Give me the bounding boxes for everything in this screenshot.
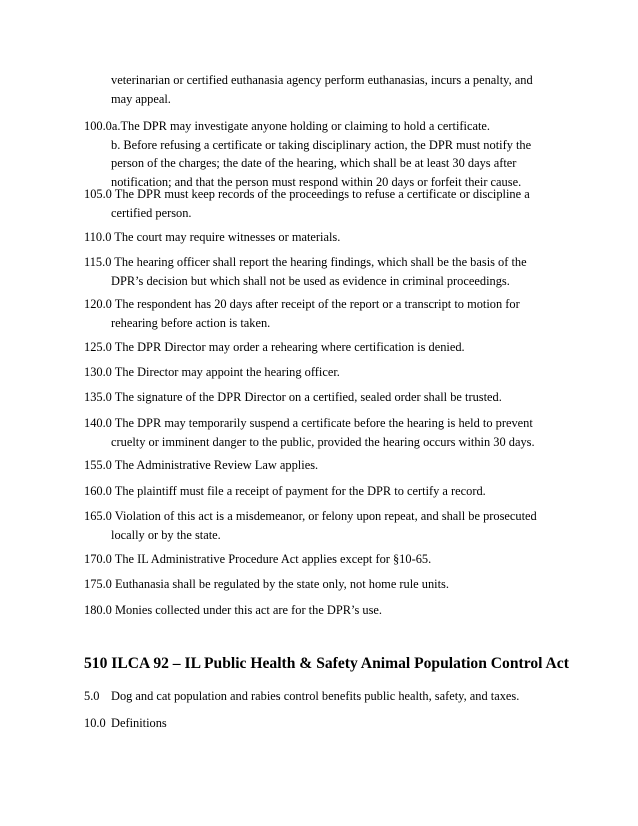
text-line: 160.0 The plaintiff must file a receipt of payment for the DPR to certify a record.: [84, 484, 486, 498]
paragraph-5: [84, 687, 554, 706]
text-line: 100.0a.The DPR may investigate anyone holding or claiming to hold a certificate.: [84, 119, 491, 133]
text-line: 165.0 Violation of this act is a misdemeanor, or felony upon repeat, and shall be prosecuted: [84, 509, 537, 523]
text-line: 120.0 The respondent has 20 days after receipt of the report or a transcript to motion for: [84, 297, 520, 311]
text-line: 105.0 The DPR must keep records of the proceedings to refuse a certificate or discipline a: [84, 187, 530, 201]
paragraph-125: [84, 338, 554, 357]
text-line: 170.0 The IL Administrative Procedure Act applies except for §10-65.: [84, 552, 432, 566]
text-line: 140.0 The DPR may temporarily suspend a certificate before the hearing is held to prevent: [84, 416, 533, 430]
paragraph-intro-continuation: [84, 71, 554, 108]
paragraph-135: [84, 388, 554, 407]
section-text: Dog and cat population and rabies control benefits public health, safety, and taxes.: [111, 689, 520, 703]
text-line: 180.0 Monies collected under this act are for the DPR’s use.: [84, 603, 382, 617]
text-line: 135.0 The signature of the DPR Director on a certified, sealed order shall be trusted.: [84, 390, 502, 404]
paragraph-120: [84, 295, 554, 332]
text-line: DPR’s decision but which shall not be used as evidence in criminal proceedings.: [111, 273, 510, 288]
text-line: 155.0 The Administrative Review Law applies.: [84, 458, 319, 472]
paragraph-100: [84, 117, 554, 191]
text-line: veterinarian or certified euthanasia agency perform euthanasias, incurs a penalty, and: [111, 73, 533, 87]
text-line: 125.0 The DPR Director may order a rehearing where certification is denied.: [84, 340, 465, 354]
text-line: notification; and that the person must respond within 20 days or forfeit their cause.: [111, 174, 522, 189]
paragraph-110: [84, 228, 554, 247]
text-line: 175.0 Euthanasia shall be regulated by the state only, not home rule units.: [84, 577, 449, 591]
paragraph-130: [84, 363, 554, 382]
section-number: 5.0: [84, 689, 100, 703]
text-line: person of the charges; the date of the hearing, which shall be at least 30 days after: [111, 156, 517, 170]
text-line: 130.0 The Director may appoint the hearing officer.: [84, 365, 340, 379]
text-line: certified person.: [111, 205, 192, 220]
paragraph-10: [84, 714, 554, 733]
text-line: may appeal.: [111, 91, 171, 106]
text-line: locally or by the state.: [111, 527, 221, 542]
text-line: b. Before refusing a certificate or taking disciplinary action, the DPR must notify the: [111, 137, 532, 152]
text-line: cruelty or imminent danger to the public, provided the hearing occurs within 30 days.: [111, 434, 535, 449]
text-line: 110.0 The court may require witnesses or materials.: [84, 230, 341, 244]
section-text: Definitions: [111, 716, 167, 730]
paragraph-140: [84, 414, 554, 451]
paragraph-155: [84, 456, 554, 475]
paragraph-180: [84, 601, 554, 620]
section-number: 10.0: [84, 716, 106, 730]
text-line: 115.0 The hearing officer shall report the hearing findings, which shall be the basis of the: [84, 255, 527, 269]
paragraph-170: [84, 550, 554, 569]
paragraph-105: [84, 185, 554, 222]
paragraph-160: [84, 482, 554, 501]
text-line: rehearing before action is taken.: [111, 315, 271, 330]
paragraph-165: [84, 507, 554, 544]
paragraph-115: [84, 253, 554, 290]
paragraph-175: [84, 575, 554, 594]
section-heading: 510 ILCA 92 – IL Public Health & Safety Animal Population Control Act: [84, 655, 569, 672]
